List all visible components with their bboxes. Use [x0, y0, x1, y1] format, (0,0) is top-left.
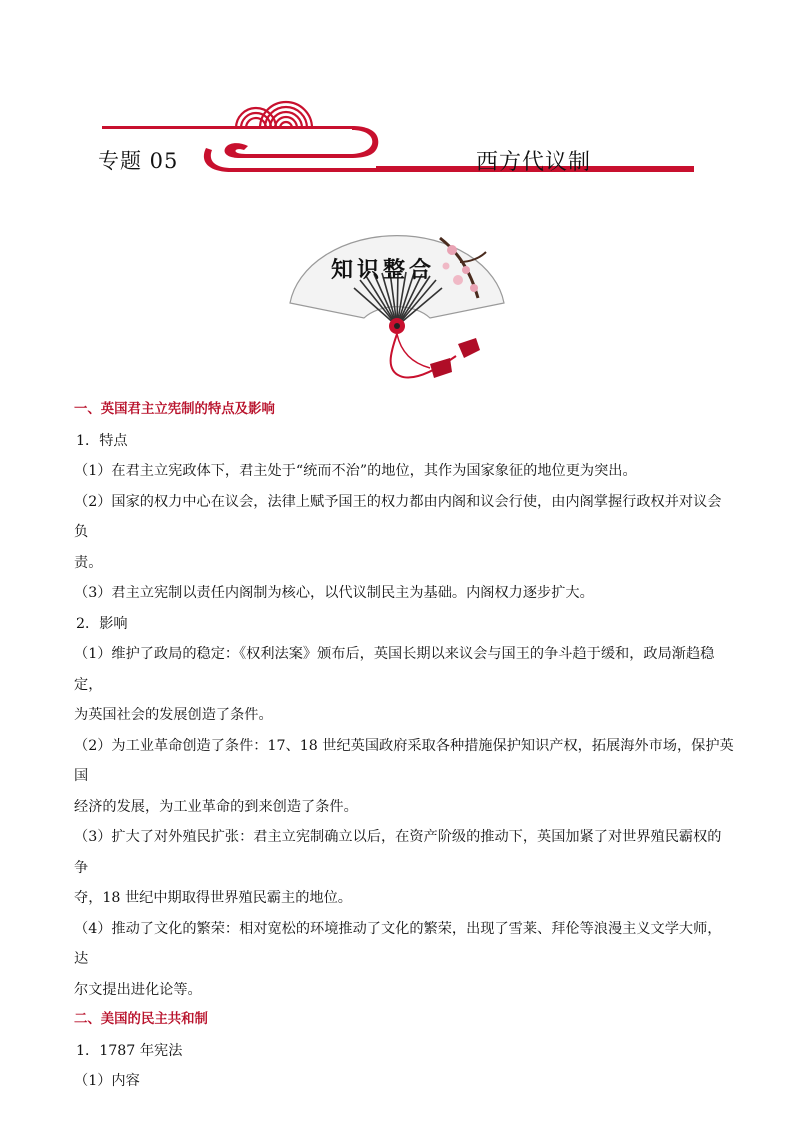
section-heading-2: 二、美国的民主共和制	[74, 1012, 208, 1027]
paragraph: （1）在君主立宪政体下，君主处于“统而不治”的地位，其作为国家象征的地位更为突出。	[74, 463, 637, 479]
paragraph: 责。	[74, 554, 103, 571]
section-heading-1: 一、英国君主立宪制的特点及影响	[74, 402, 275, 417]
concentric-arcs-icon	[236, 102, 312, 128]
paragraph: （2）国家的权力中心在议会，法律上赋予国王的权力都由内阁和议会行使，由内阁掌握行政权并对议会负	[74, 493, 722, 540]
paragraph: 夺，18 世纪中期取得世界殖民霸主的地位。	[74, 890, 352, 906]
paragraph: （1）维护了政局的稳定：《权利法案》颁布后，英国长期以来议会与国王的争斗趋于缓和，政局渐趋稳定，	[74, 646, 715, 693]
paragraph: 为英国社会的发展创造了条件。	[74, 707, 273, 723]
folding-fan-icon	[280, 218, 514, 388]
document-body	[74, 395, 734, 1097]
paragraph: 经济的发展，为工业革命的到来创造了条件。	[74, 798, 358, 815]
paragraph: （3）君主立宪制以责任内阁制为核心，以代议制民主为基础。内阁权力逐步扩大。	[74, 585, 594, 601]
knowledge-summary-title: 知识整合	[331, 257, 436, 283]
paragraph: （4）推动了文化的繁荣：相对宽松的环境推动了文化的繁荣，出现了雪莱、拜伦等浪漫主义文学大师，达	[74, 920, 722, 967]
subheading-constitution: 1．1787 年宪法	[76, 1042, 183, 1059]
topic-title: 西方代议制	[476, 150, 592, 175]
paragraph: （2）为工业革命创造了条件：17、18 世纪英国政府采取各种措施保护知识产权，拓展海外市场，保护英国	[74, 737, 734, 784]
subheading-impact: 2．影响	[76, 615, 128, 632]
page-header	[0, 0, 794, 190]
subheading-features: 1．特点	[76, 432, 128, 449]
topic-label: 专题 05	[98, 149, 179, 173]
paragraph: 尔文提出进化论等。	[74, 981, 202, 998]
paragraph: （3）扩大了对外殖民扩张：君主立宪制确立以后，在资产阶级的推动下，英国加紧了对世界殖民霸权的争	[74, 829, 722, 876]
paragraph: （1）内容	[74, 1073, 140, 1089]
